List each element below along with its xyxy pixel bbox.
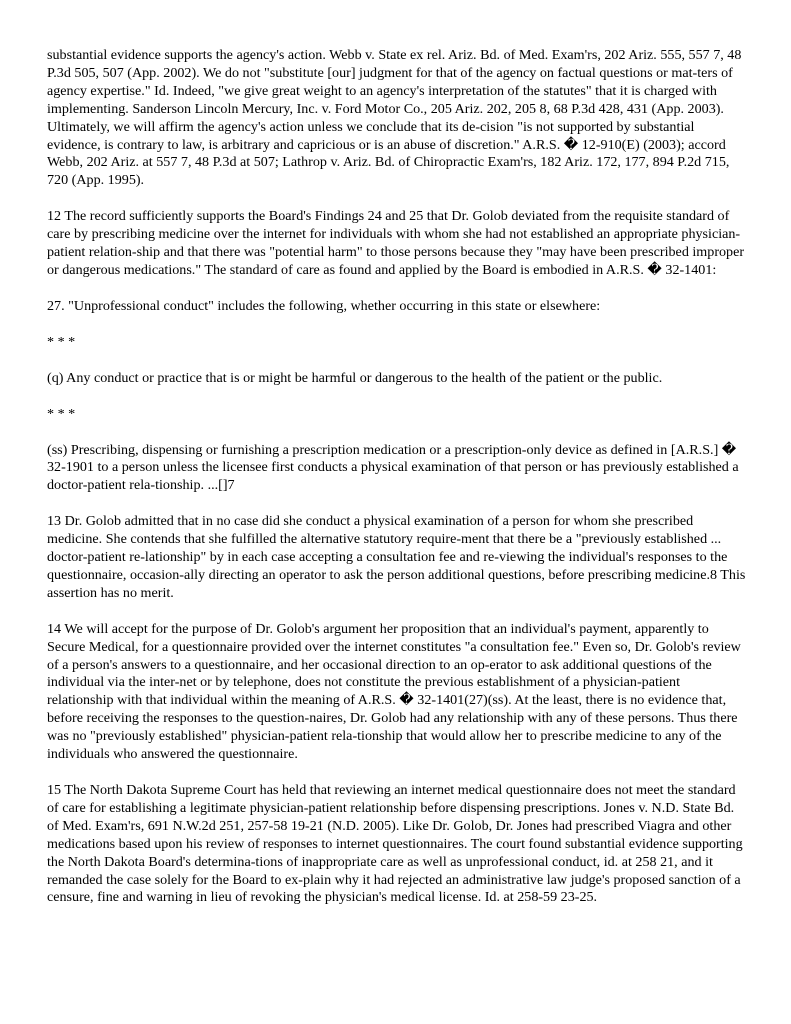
paragraph-14: 14 We will accept for the purpose of Dr. Golob's argument her proposition that an individual's payment, apparently to Secure Medical, for a questionnaire provided over the internet constitutes "a consultation fee." Even so, Dr. Golob's review of a person's answers to a questionnaire, and her occasional direction to an op-erator to ask additional questions of the individual via the inter-net or by telephone, does not constitute the previous establishment of a physician-patient relationship with that individual within the meaning of A.R.S. � 32-1401(27)(ss). At the least, there is no evidence that, before receiving the responses to the question-naires, Dr. Golob had any relationship with any of these persons. Thus there was no "previously established" physician-patient rela-tionship that would allow her to prescribe medicine to any of the individuals who answered the questionnaire. <box>47 620 741 763</box>
paragraph-15: 15 The North Dakota Supreme Court has held that reviewing an internet medical questionnaire does not meet the standard of care for establishing a legitimate physician-patient relationship before dispensing prescriptions. Jones v. N.D. State Bd. of Med. Exam'rs, 691 N.W.2d 251, 257-58 19-21 (N.D. 2005). Like Dr. Golob, Dr. Jones had prescribed Viagra and other medications based upon his review of responses to internet questionnaires. The court found substantial evidence supporting the North Dakota Board's determina-tions of inappropriate care as well as unprofessional conduct, id. at 258 21, and it remanded the case solely for the Board to ex-plain why it had rejected an administrative law judge's proposed sanction of a censure, fine and warning in lieu of revoking the physician's medical license. Id. at 258-59 23-25. <box>47 782 743 906</box>
ellipsis-separator: * * * <box>47 405 76 422</box>
paragraph-12: 12 The record sufficiently supports the Board's Findings 24 and 25 that Dr. Golob deviated from the requisite standard of care by prescribing medicine over the internet for individuals with whom she had not established an appropriate physician-patient relation-ship and that there was "potential harm" to those persons because they "may have been prescribed improper or dangerous medications." The standard of care as found and applied by the Board is embodied in A.R.S. � 32-1401: <box>47 208 745 278</box>
statute-definition: 27. "Unprofessional conduct" includes the following, whether occurring in this state or elsewhere: <box>47 297 601 314</box>
document-page <box>47 47 747 925</box>
paragraph-13: 13 Dr. Golob admitted that in no case did she conduct a physical examination of a person for whom she prescribed medicine. She contends that she fulfilled the alternative statutory require-ment that there be a "previously established ... doctor-patient re-lationship" by in each case accepting a consultation fee and re-viewing the individual's responses to the questionnaire, occasion-ally directing an operator to ask the person additional questions, before prescribing medicine.8 This assertion has no merit. <box>47 513 746 601</box>
statute-subsection-ss: (ss) Prescribing, dispensing or furnishing a prescription medication or a prescription-only device as defined in [A.R.S.] � 32-1901 to a person unless the licensee first conducts a physical examination of that person or has previously established a doctor-patient rela-tionship. ...[]7 <box>47 441 739 494</box>
statute-subsection-q: (q) Any conduct or practice that is or might be harmful or dangerous to the health of the patient or the public. <box>47 369 663 386</box>
paragraph-standard-of-review: substantial evidence supports the agency's action. Webb v. State ex rel. Ariz. Bd. of Med. Exam'rs, 202 Ariz. 555, 557 7, 48 P.3d 505, 507 (App. 2002). We do not "substitute [our] judgment for that of the agency on factual questions or mat-ters of agency expertise." Id. Indeed, "we give great weight to an agency's interpretation of the statutes" that it is charged with implementing. Sanderson Lincoln Mercury, Inc. v. Ford Motor Co., 205 Ariz. 202, 205 8, 68 P.3d 428, 431 (App. 2003). Ultimately, we will affirm the agency's action unless we conclude that its de-cision "is not supported by substantial evidence, is contrary to law, is arbitrary and capricious or is an abuse of discretion." A.R.S. � 12-910(E) (2003); accord Webb, 202 Ariz. at 557 7, 48 P.3d at 507; Lathrop v. Ariz. Bd. of Chiropractic Exam'rs, 182 Ariz. 172, 177, 894 P.2d 715, 720 (App. 1995). <box>47 47 742 189</box>
ellipsis-separator: * * * <box>47 333 76 350</box>
